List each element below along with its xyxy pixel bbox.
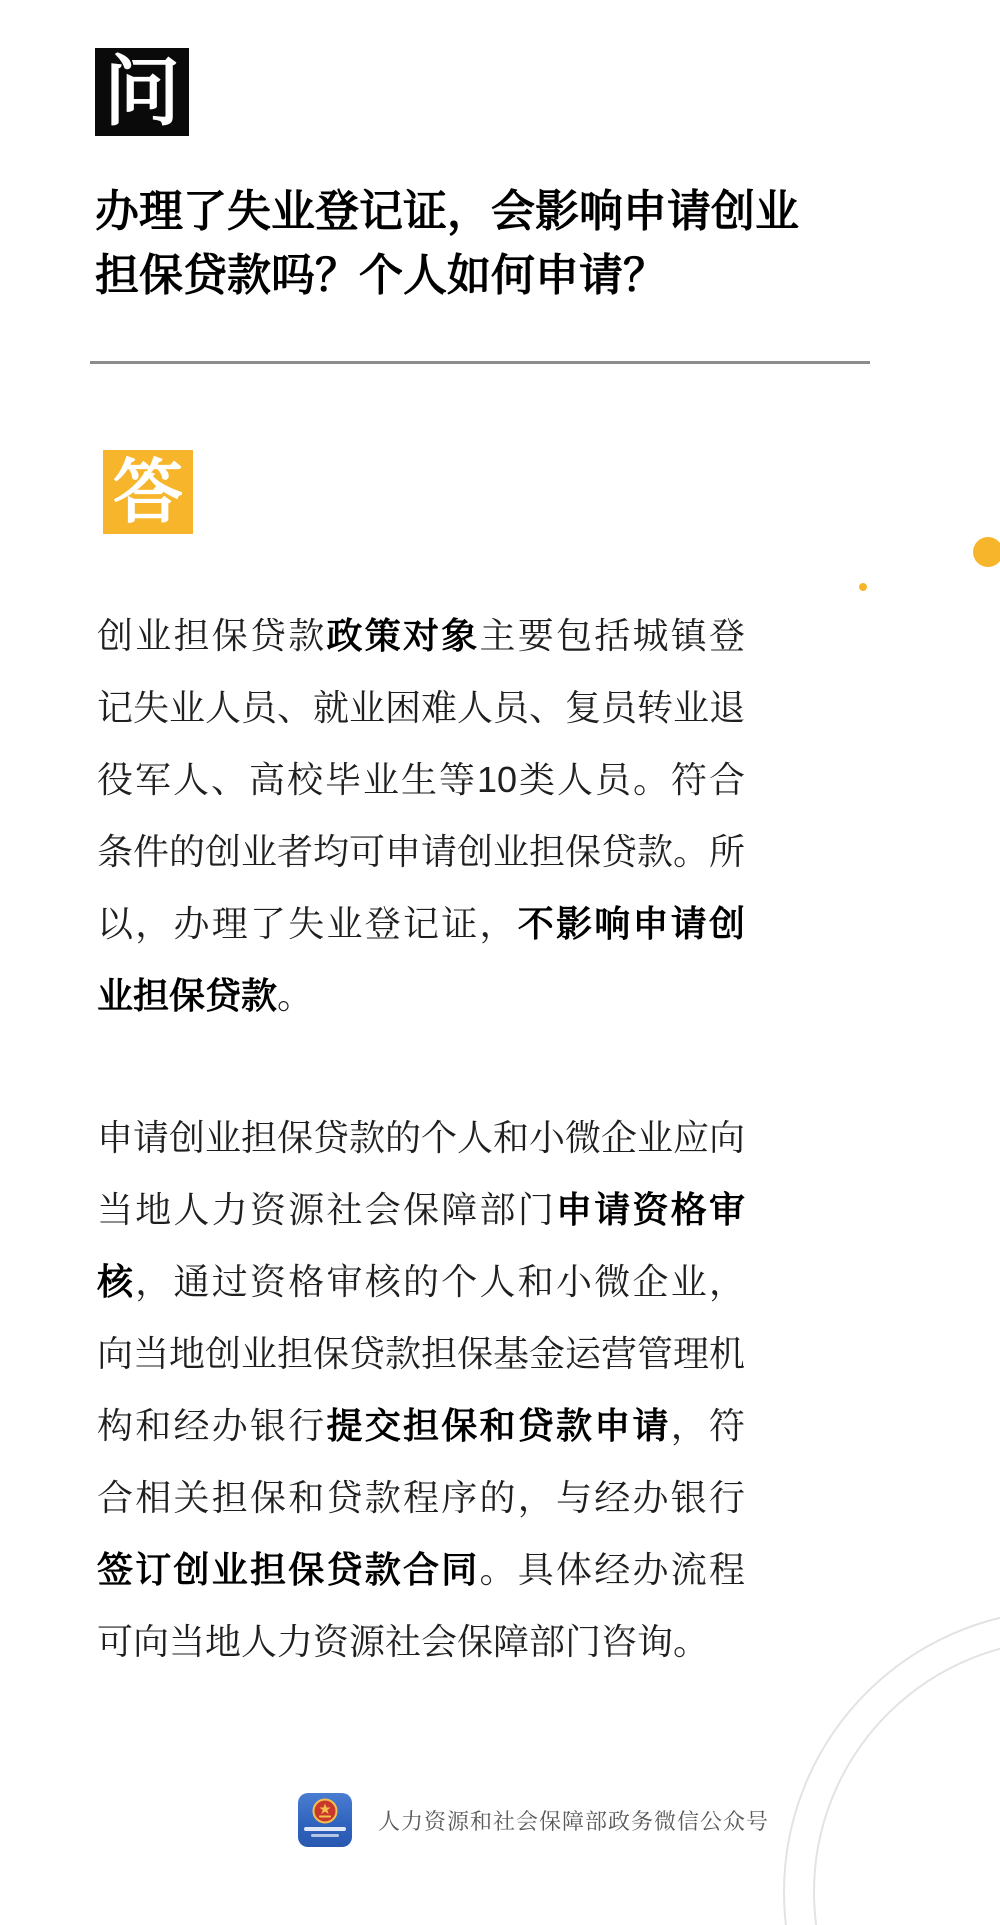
badge-subcaption-bar — [311, 1834, 339, 1837]
decor-dot-small — [859, 583, 867, 591]
badge-caption-bar — [304, 1827, 346, 1831]
answer-text: ，符合相关担保和贷款程序的，与经办银行 — [97, 1405, 745, 1518]
answer-text-bold: 不影响申请创业担保贷款 — [97, 903, 745, 1016]
national-emblem-icon — [312, 1798, 338, 1824]
decor-ring-outer — [784, 1610, 1000, 1925]
answer-text: ，通过资格审核的个人和小微企业，向当地创业担保贷款担保基金运营管理机构和经办银行 — [97, 1261, 746, 1446]
question-title: 办理了失业登记证，会影响申请创业担保贷款吗？个人如何申请？ — [95, 187, 799, 300]
answer-paragraph — [97, 1102, 745, 1678]
answer-text-bold: 政策对象 — [326, 615, 480, 656]
question-seal-icon — [95, 48, 189, 136]
answer-text-bold: 申请资格审核 — [97, 1189, 745, 1302]
decor-dot-large — [973, 537, 1000, 567]
national-emblem-badge — [298, 1793, 352, 1847]
answer-text: 。 — [277, 975, 314, 1016]
footer — [298, 1793, 769, 1847]
question-seal-char: 问 — [104, 47, 180, 136]
answer-text-bold: 提交担保和贷款申请 — [326, 1405, 671, 1446]
divider-line — [90, 361, 870, 364]
footer-account-label: 人力资源和社会保障部政务微信公众号 — [378, 1808, 770, 1834]
answer-paragraphs — [97, 600, 745, 1678]
answer-text: 主要包括城镇登记失业人员、就业困难人员、复员转业退役军人、高校毕业生等10类人员。符合条件的创业者均可申请创业担保贷款。所以，办理了失业登记证， — [97, 615, 746, 944]
answer-paragraph — [97, 600, 745, 1032]
answer-seal-char: 答 — [113, 450, 183, 533]
answer-text: 申请创业担保贷款的个人和小微企业应向当地人力资源社会保障部门 — [97, 1117, 746, 1230]
answer-text: 创业担保贷款 — [97, 615, 327, 656]
answer-seal-icon — [103, 450, 193, 534]
decor-ring-inner — [814, 1640, 1000, 1925]
answer-text-bold: 签订创业担保贷款合同 — [97, 1549, 480, 1590]
answer-text: 。具体经办流程可向当地人力资源社会保障部门咨询。 — [97, 1549, 745, 1662]
